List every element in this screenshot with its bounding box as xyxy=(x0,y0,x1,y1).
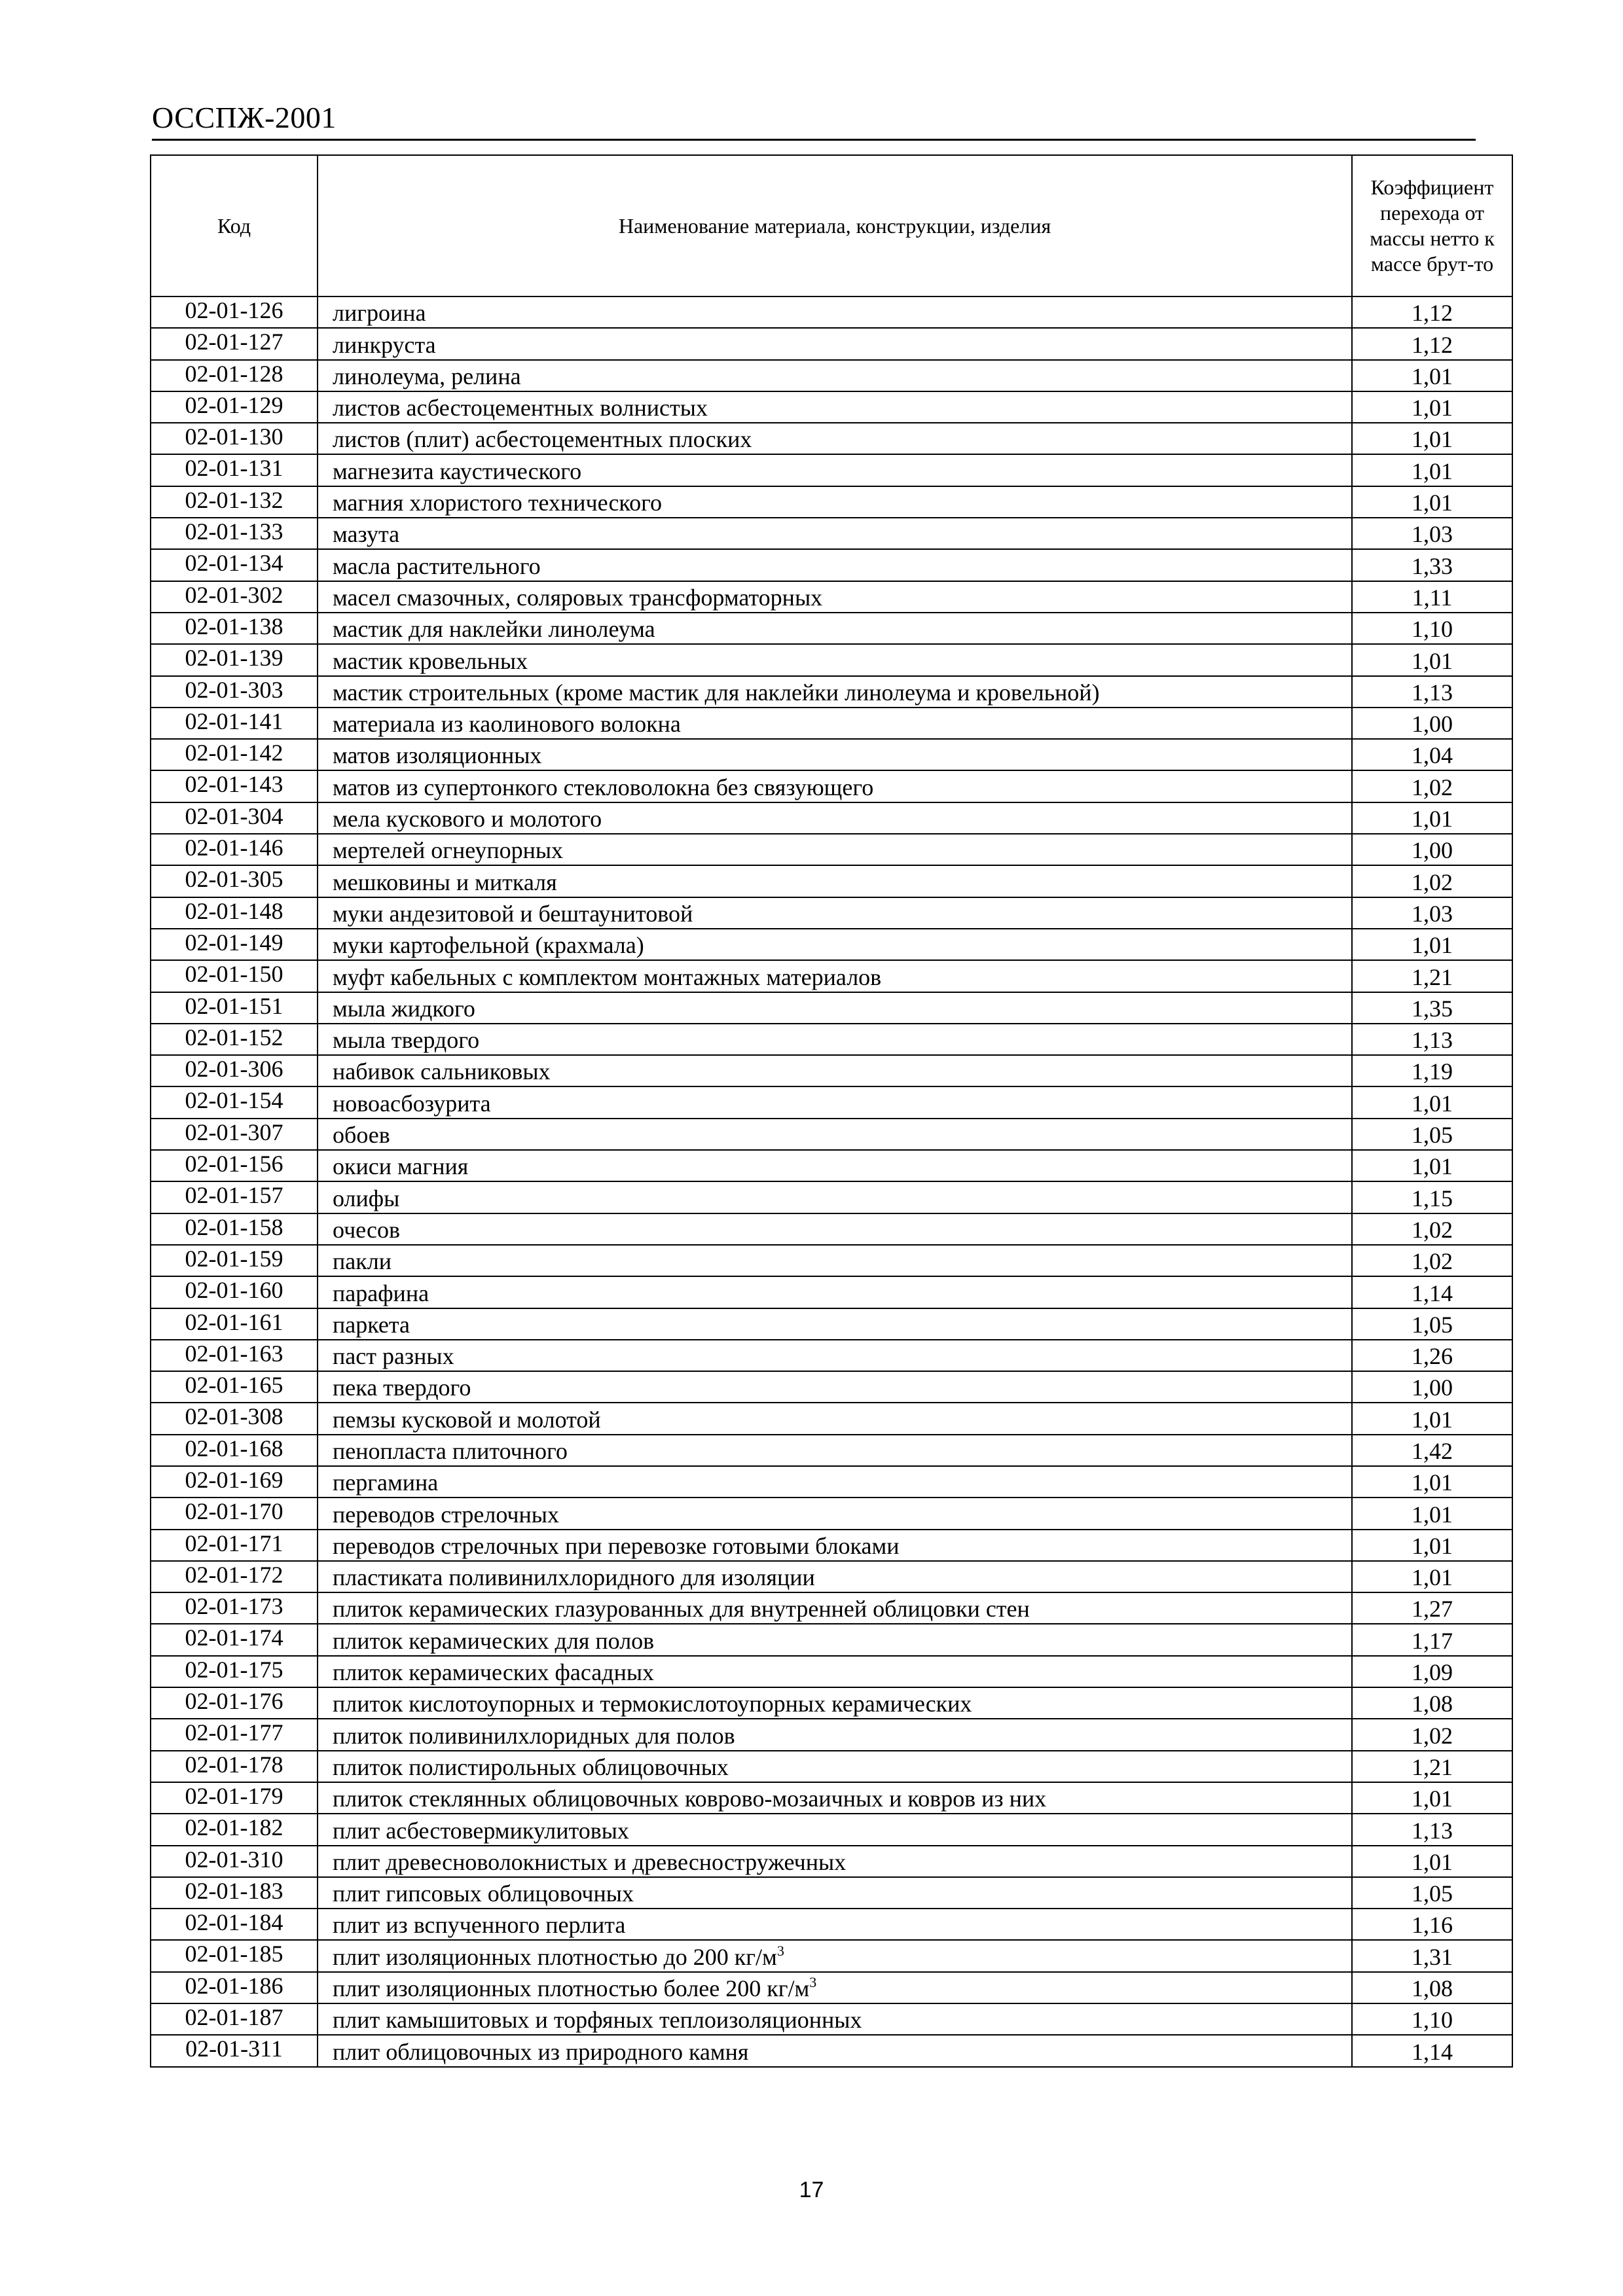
cell-coefficient: 1,08 xyxy=(1352,1972,1512,2003)
cell-code: 02-01-148 xyxy=(151,897,318,929)
cell-code: 02-01-149 xyxy=(151,929,318,960)
cell-coefficient: 1,02 xyxy=(1352,1719,1512,1750)
table-row xyxy=(151,1687,1512,1719)
cell-coefficient: 1,01 xyxy=(1352,802,1512,834)
cell-name xyxy=(318,391,1352,423)
table-row xyxy=(151,581,1512,613)
cell-name-text: линкруста xyxy=(333,331,436,358)
table-row xyxy=(151,1656,1512,1687)
cell-coefficient: 1,16 xyxy=(1352,1909,1512,1940)
cell-name-text: мела кускового и молотого xyxy=(333,806,602,833)
cell-name xyxy=(318,708,1352,739)
cell-name xyxy=(318,1656,1352,1687)
table-row xyxy=(151,1371,1512,1403)
cell-code: 02-01-185 xyxy=(151,1940,318,1971)
cell-name-text: плит изоляционных плотностью до 200 кг/м xyxy=(333,1943,777,1970)
cell-name xyxy=(318,1561,1352,1592)
cell-name-text: олифы xyxy=(333,1185,400,1211)
table-row xyxy=(151,1245,1512,1276)
cell-name xyxy=(318,1340,1352,1371)
document-header xyxy=(152,93,1476,141)
cell-code: 02-01-161 xyxy=(151,1308,318,1340)
cell-code: 02-01-311 xyxy=(151,2035,318,2066)
cell-name xyxy=(318,613,1352,644)
cell-name-text: плит камышитовых и торфяных теплоизоляционных xyxy=(333,2007,862,2034)
cell-name-text: масел смазочных, соляровых трансформаторных xyxy=(333,584,823,611)
page-number: 17 xyxy=(799,2178,824,2202)
cell-coefficient: 1,12 xyxy=(1352,328,1512,359)
cell-name xyxy=(318,296,1352,328)
table-row xyxy=(151,1846,1512,1877)
cell-coefficient: 1,00 xyxy=(1352,1371,1512,1403)
cell-name xyxy=(318,802,1352,834)
cell-coefficient: 1,13 xyxy=(1352,1024,1512,1055)
table-row xyxy=(151,676,1512,708)
cell-code: 02-01-183 xyxy=(151,1877,318,1909)
cell-code: 02-01-176 xyxy=(151,1687,318,1719)
table-row xyxy=(151,1719,1512,1750)
cell-code: 02-01-168 xyxy=(151,1435,318,1466)
cell-name xyxy=(318,770,1352,802)
table-row xyxy=(151,1055,1512,1086)
cell-name-text: переводов стрелочных xyxy=(333,1501,559,1528)
cell-coefficient: 1,33 xyxy=(1352,549,1512,581)
cell-name xyxy=(318,1466,1352,1498)
cell-coefficient: 1,01 xyxy=(1352,1530,1512,1561)
cell-name xyxy=(318,1877,1352,1909)
cell-name-text: листов (плит) асбестоцементных плоских xyxy=(333,426,752,453)
cell-name xyxy=(318,1846,1352,1877)
cell-name-text: плит гипсовых облицовочных xyxy=(333,1880,634,1907)
cell-name-text: муфт кабельных с комплектом монтажных материалов xyxy=(333,963,882,990)
unit-superscript: 3 xyxy=(809,1974,817,1991)
table-row xyxy=(151,1435,1512,1466)
cell-name-text: пемзы кусковой и молотой xyxy=(333,1406,601,1433)
cell-coefficient: 1,12 xyxy=(1352,296,1512,328)
cell-code: 02-01-143 xyxy=(151,770,318,802)
table-row xyxy=(151,865,1512,897)
cell-coefficient: 1,19 xyxy=(1352,1055,1512,1086)
cell-coefficient: 1,17 xyxy=(1352,1624,1512,1655)
cell-name xyxy=(318,1592,1352,1624)
cell-name xyxy=(318,1245,1352,1276)
cell-name xyxy=(318,739,1352,770)
table-body xyxy=(151,296,1512,2067)
cell-coefficient: 1,01 xyxy=(1352,929,1512,960)
cell-name xyxy=(318,1814,1352,1845)
cell-name-text: пека твердого xyxy=(333,1374,471,1401)
cell-coefficient: 1,01 xyxy=(1352,360,1512,391)
cell-name xyxy=(318,423,1352,454)
table-row xyxy=(151,613,1512,644)
cell-name xyxy=(318,834,1352,865)
cell-code: 02-01-127 xyxy=(151,328,318,359)
cell-name-text: матов изоляционных xyxy=(333,742,542,769)
table-row xyxy=(151,929,1512,960)
cell-code: 02-01-159 xyxy=(151,1245,318,1276)
cell-code: 02-01-172 xyxy=(151,1561,318,1592)
table-row xyxy=(151,518,1512,549)
cell-name xyxy=(318,644,1352,675)
cell-name xyxy=(318,1782,1352,1814)
cell-name xyxy=(318,1055,1352,1086)
cell-coefficient: 1,01 xyxy=(1352,1086,1512,1118)
cell-coefficient: 1,02 xyxy=(1352,1245,1512,1276)
cell-code: 02-01-308 xyxy=(151,1403,318,1434)
column-header-name: Наименование материала, конструкции, изделия xyxy=(318,155,1352,296)
table-row xyxy=(151,549,1512,581)
cell-coefficient: 1,01 xyxy=(1352,1150,1512,1181)
table-row xyxy=(151,770,1512,802)
cell-name-text: парафина xyxy=(333,1280,429,1306)
cell-coefficient: 1,01 xyxy=(1352,391,1512,423)
cell-name xyxy=(318,1624,1352,1655)
table-row xyxy=(151,802,1512,834)
table-row xyxy=(151,423,1512,454)
cell-code: 02-01-154 xyxy=(151,1086,318,1118)
cell-name-text: мастик для наклейки линолеума xyxy=(333,616,655,643)
cell-name xyxy=(318,1909,1352,1940)
table-row xyxy=(151,1498,1512,1529)
cell-name-text: плиток керамических глазурованных для внутренней облицовки стен xyxy=(333,1596,1030,1623)
cell-name-text: мыла жидкого xyxy=(333,995,475,1022)
cell-name-text: плиток полистирольных облицовочных xyxy=(333,1753,729,1780)
table-row xyxy=(151,2035,1512,2066)
cell-name-text: листов асбестоцементных волнистых xyxy=(333,395,708,422)
table-row xyxy=(151,360,1512,391)
table-row xyxy=(151,1530,1512,1561)
cell-code: 02-01-307 xyxy=(151,1119,318,1150)
cell-code: 02-01-186 xyxy=(151,1972,318,2003)
cell-code: 02-01-133 xyxy=(151,518,318,549)
cell-name xyxy=(318,360,1352,391)
cell-name-text: мертелей огнеупорных xyxy=(333,837,564,864)
cell-name xyxy=(318,486,1352,518)
cell-coefficient: 1,10 xyxy=(1352,613,1512,644)
cell-coefficient: 1,05 xyxy=(1352,1877,1512,1909)
cell-code: 02-01-128 xyxy=(151,360,318,391)
table-row xyxy=(151,1150,1512,1181)
table-row xyxy=(151,454,1512,486)
cell-name xyxy=(318,865,1352,897)
table-row xyxy=(151,1782,1512,1814)
cell-code: 02-01-174 xyxy=(151,1624,318,1655)
table-row xyxy=(151,1276,1512,1308)
cell-name xyxy=(318,1181,1352,1213)
table-row xyxy=(151,1308,1512,1340)
cell-name xyxy=(318,1371,1352,1403)
cell-name xyxy=(318,1150,1352,1181)
cell-name-text: обоев xyxy=(333,1122,390,1149)
cell-name xyxy=(318,328,1352,359)
table-row xyxy=(151,960,1512,992)
table-row xyxy=(151,1909,1512,1940)
cell-code: 02-01-131 xyxy=(151,454,318,486)
cell-code: 02-01-138 xyxy=(151,613,318,644)
cell-name-text: плит облицовочных из природного камня xyxy=(333,2038,749,2065)
cell-code: 02-01-170 xyxy=(151,1498,318,1529)
cell-coefficient: 1,02 xyxy=(1352,1213,1512,1245)
table-row xyxy=(151,1814,1512,1845)
cell-coefficient: 1,03 xyxy=(1352,897,1512,929)
cell-name-text: плиток поливинилхлоридных для полов xyxy=(333,1722,735,1749)
cell-coefficient: 1,02 xyxy=(1352,770,1512,802)
cell-code: 02-01-310 xyxy=(151,1846,318,1877)
cell-name-text: линолеума, релина xyxy=(333,363,521,389)
cell-name xyxy=(318,1940,1352,1971)
cell-name xyxy=(318,549,1352,581)
cell-name-text: мазута xyxy=(333,521,400,548)
table-row xyxy=(151,1024,1512,1055)
table-row xyxy=(151,834,1512,865)
cell-name xyxy=(318,1719,1352,1750)
cell-code: 02-01-173 xyxy=(151,1592,318,1624)
cell-name-text: лигроина xyxy=(333,300,426,327)
cell-coefficient: 1,27 xyxy=(1352,1592,1512,1624)
cell-coefficient: 1,14 xyxy=(1352,2035,1512,2066)
table-row xyxy=(151,1561,1512,1592)
cell-code: 02-01-169 xyxy=(151,1466,318,1498)
cell-name-text: окиси магния xyxy=(333,1153,469,1180)
cell-name xyxy=(318,992,1352,1024)
cell-code: 02-01-165 xyxy=(151,1371,318,1403)
cell-name xyxy=(318,1119,1352,1150)
cell-coefficient: 1,01 xyxy=(1352,486,1512,518)
column-header-coefficient: Коэффициент перехода от массы нетто к массе брут-то xyxy=(1352,155,1512,296)
cell-name xyxy=(318,676,1352,708)
cell-name-text: магнезита каустического xyxy=(333,457,582,484)
table-row xyxy=(151,1119,1512,1150)
cell-coefficient: 1,11 xyxy=(1352,581,1512,613)
cell-coefficient: 1,01 xyxy=(1352,1561,1512,1592)
cell-code: 02-01-304 xyxy=(151,802,318,834)
table-row xyxy=(151,328,1512,359)
document-title: ОССПЖ-2001 xyxy=(152,101,337,134)
cell-coefficient: 1,01 xyxy=(1352,1403,1512,1434)
cell-code: 02-01-126 xyxy=(151,296,318,328)
cell-name-text: мастик строительных (кроме мастик для наклейки линолеума и кровельной) xyxy=(333,679,1100,706)
cell-code: 02-01-156 xyxy=(151,1150,318,1181)
cell-coefficient: 1,42 xyxy=(1352,1435,1512,1466)
cell-name-text: плиток стеклянных облицовочных коврово-мозаичных и ковров из них xyxy=(333,1785,1047,1812)
table-header-row xyxy=(151,155,1512,296)
table-row xyxy=(151,1592,1512,1624)
cell-name-text: пергамина xyxy=(333,1469,439,1496)
cell-name-text: пластиката поливинилхлоридного для изоляции xyxy=(333,1564,815,1591)
table-header xyxy=(151,155,1512,296)
cell-name xyxy=(318,454,1352,486)
cell-code: 02-01-158 xyxy=(151,1213,318,1245)
cell-code: 02-01-151 xyxy=(151,992,318,1024)
cell-name xyxy=(318,1308,1352,1340)
cell-code: 02-01-146 xyxy=(151,834,318,865)
cell-coefficient: 1,13 xyxy=(1352,676,1512,708)
table-row xyxy=(151,897,1512,929)
cell-code: 02-01-187 xyxy=(151,2003,318,2035)
cell-code: 02-01-182 xyxy=(151,1814,318,1845)
cell-code: 02-01-142 xyxy=(151,739,318,770)
cell-name xyxy=(318,1530,1352,1561)
cell-coefficient: 1,21 xyxy=(1352,1751,1512,1782)
cell-coefficient: 1,05 xyxy=(1352,1308,1512,1340)
cell-coefficient: 1,01 xyxy=(1352,1466,1512,1498)
cell-name xyxy=(318,1276,1352,1308)
cell-code: 02-01-179 xyxy=(151,1782,318,1814)
cell-coefficient: 1,26 xyxy=(1352,1340,1512,1371)
cell-coefficient: 1,15 xyxy=(1352,1181,1512,1213)
cell-name-text: набивок сальниковых xyxy=(333,1058,551,1085)
cell-code: 02-01-134 xyxy=(151,549,318,581)
cell-name xyxy=(318,1498,1352,1529)
cell-code: 02-01-175 xyxy=(151,1656,318,1687)
table-row xyxy=(151,1403,1512,1434)
table-row xyxy=(151,644,1512,675)
cell-name-text: материала из каолинового волокна xyxy=(333,711,681,738)
table-row xyxy=(151,1972,1512,2003)
unit-superscript: 3 xyxy=(776,1942,784,1959)
table-row xyxy=(151,2003,1512,2035)
cell-name-text: плиток керамических для полов xyxy=(333,1627,655,1654)
cell-code: 02-01-157 xyxy=(151,1181,318,1213)
cell-coefficient: 1,14 xyxy=(1352,1276,1512,1308)
cell-name-text: паркета xyxy=(333,1311,410,1338)
cell-coefficient: 1,05 xyxy=(1352,1119,1512,1150)
cell-name-text: плит асбестовермикулитовых xyxy=(333,1817,629,1844)
table-row xyxy=(151,1466,1512,1498)
cell-code: 02-01-171 xyxy=(151,1530,318,1561)
cell-coefficient: 1,02 xyxy=(1352,865,1512,897)
cell-code: 02-01-306 xyxy=(151,1055,318,1086)
cell-code: 02-01-141 xyxy=(151,708,318,739)
materials-table xyxy=(150,154,1513,2068)
table-row xyxy=(151,1624,1512,1655)
column-header-code: Код xyxy=(151,155,318,296)
cell-name xyxy=(318,581,1352,613)
cell-name-text: масла растительного xyxy=(333,552,541,579)
cell-code: 02-01-152 xyxy=(151,1024,318,1055)
cell-name xyxy=(318,2035,1352,2066)
cell-name-text: муки картофельной (крахмала) xyxy=(333,932,644,959)
table-row xyxy=(151,1086,1512,1118)
cell-code: 02-01-177 xyxy=(151,1719,318,1750)
table-row xyxy=(151,1877,1512,1909)
cell-coefficient: 1,01 xyxy=(1352,1782,1512,1814)
cell-name-text: мешковины и миткаля xyxy=(333,869,557,895)
cell-name xyxy=(318,1435,1352,1466)
table-row xyxy=(151,296,1512,328)
cell-name-text: новоасбозурита xyxy=(333,1090,491,1117)
cell-code: 02-01-305 xyxy=(151,865,318,897)
cell-name-text: плит изоляционных плотностью более 200 кг/м xyxy=(333,1975,810,2002)
table-row xyxy=(151,1940,1512,1971)
cell-name-text: плит древесноволокнистых и древесностружечных xyxy=(333,1848,847,1875)
cell-name xyxy=(318,2003,1352,2035)
table-row xyxy=(151,391,1512,423)
cell-code: 02-01-139 xyxy=(151,644,318,675)
cell-name xyxy=(318,1403,1352,1434)
cell-code: 02-01-303 xyxy=(151,676,318,708)
cell-coefficient: 1,00 xyxy=(1352,834,1512,865)
cell-code: 02-01-184 xyxy=(151,1909,318,1940)
table-row xyxy=(151,739,1512,770)
cell-name-text: плит из вспученного перлита xyxy=(333,1912,626,1939)
table-row xyxy=(151,1181,1512,1213)
cell-code: 02-01-302 xyxy=(151,581,318,613)
cell-coefficient: 1,31 xyxy=(1352,1940,1512,1971)
cell-name xyxy=(318,960,1352,992)
cell-name xyxy=(318,1213,1352,1245)
cell-coefficient: 1,21 xyxy=(1352,960,1512,992)
cell-code: 02-01-178 xyxy=(151,1751,318,1782)
cell-coefficient: 1,01 xyxy=(1352,1846,1512,1877)
cell-code: 02-01-163 xyxy=(151,1340,318,1371)
cell-name-text: плиток кислотоупорных и термокислотоупорных керамических xyxy=(333,1691,972,1717)
cell-coefficient: 1,09 xyxy=(1352,1656,1512,1687)
cell-coefficient: 1,13 xyxy=(1352,1814,1512,1845)
cell-name-text: магния хлористого технического xyxy=(333,490,662,516)
cell-coefficient: 1,00 xyxy=(1352,708,1512,739)
cell-name xyxy=(318,1972,1352,2003)
cell-coefficient: 1,03 xyxy=(1352,518,1512,549)
cell-name-text: паст разных xyxy=(333,1343,454,1370)
cell-code: 02-01-160 xyxy=(151,1276,318,1308)
cell-name-text: матов из супертонкого стекловолокна без связующего xyxy=(333,774,874,800)
cell-name-text: плиток керамических фасадных xyxy=(333,1659,655,1686)
cell-name xyxy=(318,1687,1352,1719)
cell-coefficient: 1,35 xyxy=(1352,992,1512,1024)
cell-name-text: пакли xyxy=(333,1248,392,1275)
cell-name xyxy=(318,1751,1352,1782)
cell-coefficient: 1,01 xyxy=(1352,1498,1512,1529)
cell-name-text: муки андезитовой и бештаунитовой xyxy=(333,900,693,927)
table-row xyxy=(151,1213,1512,1245)
cell-name-text: пенопласта плиточного xyxy=(333,1437,568,1464)
cell-coefficient: 1,04 xyxy=(1352,739,1512,770)
cell-name-text: мыла твердого xyxy=(333,1027,480,1054)
table-row xyxy=(151,708,1512,739)
cell-code: 02-01-130 xyxy=(151,423,318,454)
cell-name-text: переводов стрелочных при перевозке готовыми блоками xyxy=(333,1532,900,1559)
cell-code: 02-01-132 xyxy=(151,486,318,518)
cell-coefficient: 1,10 xyxy=(1352,2003,1512,2035)
table-row xyxy=(151,1751,1512,1782)
table-row xyxy=(151,486,1512,518)
cell-code: 02-01-129 xyxy=(151,391,318,423)
cell-coefficient: 1,08 xyxy=(1352,1687,1512,1719)
table-row xyxy=(151,992,1512,1024)
cell-coefficient: 1,01 xyxy=(1352,423,1512,454)
cell-name xyxy=(318,897,1352,929)
cell-name xyxy=(318,929,1352,960)
cell-name xyxy=(318,1086,1352,1118)
cell-coefficient: 1,01 xyxy=(1352,644,1512,675)
cell-coefficient: 1,01 xyxy=(1352,454,1512,486)
cell-name xyxy=(318,1024,1352,1055)
cell-name xyxy=(318,518,1352,549)
table-row xyxy=(151,1340,1512,1371)
cell-name-text: очесов xyxy=(333,1216,401,1243)
cell-name-text: мастик кровельных xyxy=(333,647,528,674)
cell-code: 02-01-150 xyxy=(151,960,318,992)
